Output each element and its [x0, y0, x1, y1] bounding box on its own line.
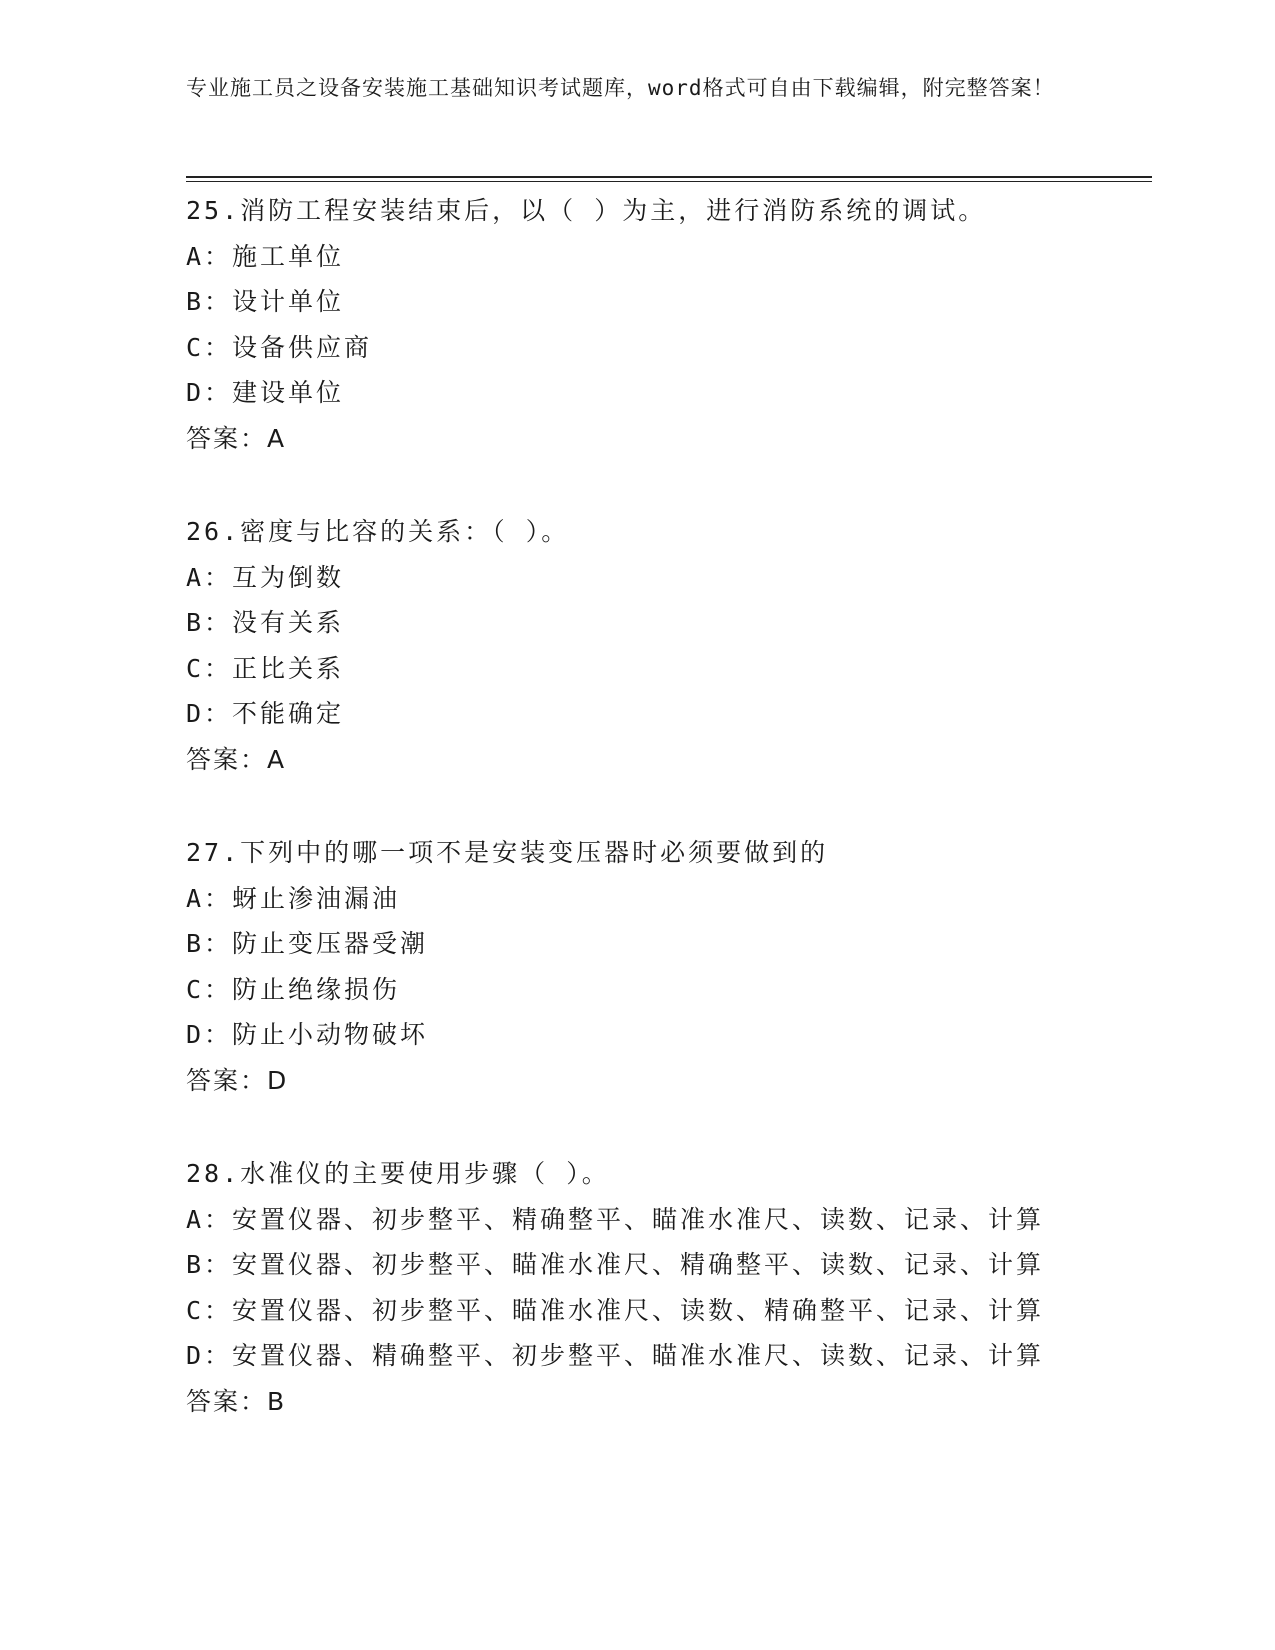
- option-b: B：没有关系: [186, 608, 345, 637]
- question-stem: 27.下列中的哪一项不是安装变压器时必须要做到的: [186, 838, 829, 867]
- answer-label: 答案：D: [186, 1065, 289, 1095]
- option-a: A：施工单位: [186, 241, 345, 271]
- option-d: D：安置仪器、精确整平、初步整平、瞄准水准尺、读数、记录、计算: [186, 1341, 1045, 1370]
- option-a: A：蚜止渗油漏油: [186, 883, 401, 913]
- option-d: D：不能确定: [186, 699, 345, 728]
- question-28: [186, 1151, 1152, 1424]
- option-b: B：设计单位: [186, 287, 345, 316]
- option-c: C：设备供应商: [186, 332, 373, 362]
- answer-label: 答案：A: [186, 744, 287, 774]
- question-stem: 26.密度与比容的关系：（ ）。: [186, 517, 570, 546]
- option-a: A：互为倒数: [186, 562, 345, 592]
- option-d: D：建设单位: [186, 378, 345, 407]
- answer-label: 答案：A: [186, 423, 287, 453]
- option-b: B：安置仪器、初步整平、瞄准水准尺、精确整平、读数、记录、计算: [186, 1250, 1045, 1279]
- option-c: C：安置仪器、初步整平、瞄准水准尺、读数、精确整平、记录、计算: [186, 1295, 1045, 1325]
- document-header: 专业施工员之设备安装施工基础知识考试题库，word格式可自由下载编辑，附完整答案！: [186, 76, 1055, 100]
- answer-label: 答案：B: [186, 1386, 287, 1416]
- question-27: [186, 830, 1152, 1103]
- option-b: B：防止变压器受潮: [186, 929, 429, 958]
- option-a: A：安置仪器、初步整平、精确整平、瞄准水准尺、读数、记录、计算: [186, 1204, 1045, 1234]
- option-c: C：正比关系: [186, 653, 345, 683]
- question-26: [186, 509, 1152, 782]
- question-stem: 28.水准仪的主要使用步骤（ ）。: [186, 1159, 610, 1188]
- header-divider-thick: [186, 176, 1152, 178]
- question-list: [186, 188, 1152, 1472]
- option-d: D：防止小动物破坏: [186, 1020, 429, 1049]
- option-c: C：防止绝缘损伤: [186, 974, 401, 1004]
- question-25: [186, 188, 1152, 461]
- question-stem: 25.消防工程安装结束后，以（ ）为主，进行消防系统的调试。: [186, 196, 987, 225]
- header-divider-thin: [186, 181, 1152, 182]
